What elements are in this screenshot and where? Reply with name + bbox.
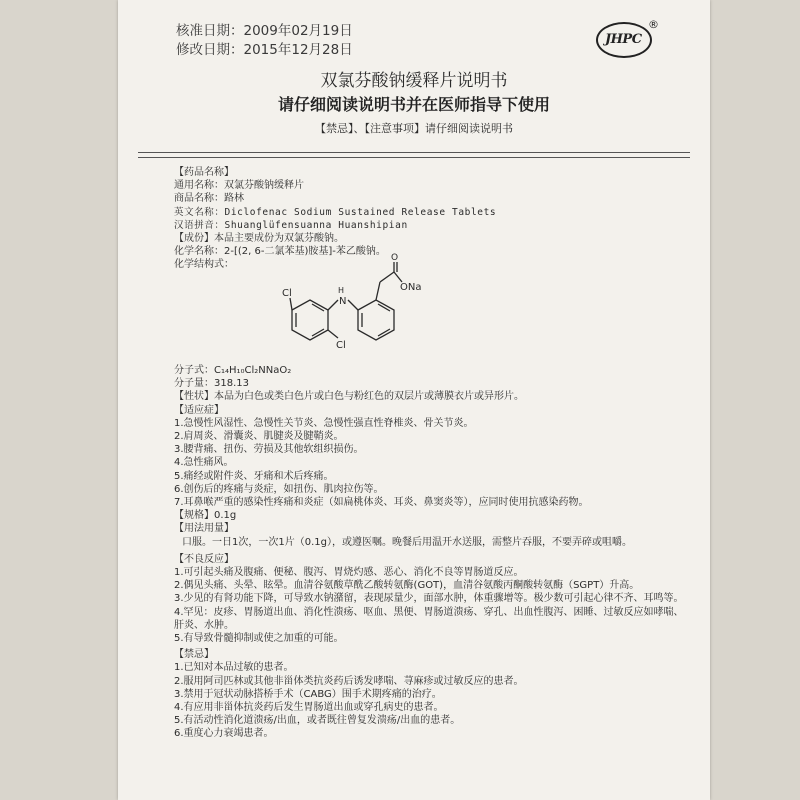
adverse-item: 2.偶见头痛、头晕、眩晕。血清谷氨酸草酰乙酸转氨酶(GOT)，血清谷氨酸丙酮酸转氨酶（SGPT）升高。 xyxy=(174,580,640,592)
indications-heading: 【适应症】 xyxy=(174,404,224,416)
nitrogen-label: N xyxy=(339,296,347,307)
adverse-item: 4.罕见：皮疹、胃肠道出血、消化性溃疡、呕血、黑便、胃肠道溃疡、穿孔、出血性腹泻、困睡、过敏反应如哮喘、肝炎、水肿。 xyxy=(174,606,684,631)
contraindication-item: 4.有应用非甾体抗炎药后发生胃肠道出血或穿孔病史的患者。 xyxy=(174,702,444,714)
indication-item: 2.肩周炎、滑囊炎、肌腱炎及腱鞘炎。 xyxy=(174,431,344,443)
pinyin-name: 汉语拼音：Shuanglüfensuanna Huanshipian xyxy=(174,219,408,231)
composition-heading: 【成份】本品主要成份为双氯芬酸钠。 xyxy=(174,233,344,245)
adverse-item: 1.可引起头痛及腹痛、便秘、腹泻、胃烧灼感、恶心、消化不良等胃肠道反应。 xyxy=(174,567,524,579)
generic-name: 通用名称：双氯芬酸钠缓释片 xyxy=(174,180,304,192)
chemical-structure xyxy=(262,253,432,360)
document-subtitle: 请仔细阅读说明书并在医师指导下使用 xyxy=(277,95,550,114)
document-title: 双氯芬酸钠缓释片说明书 xyxy=(320,71,508,91)
indication-item: 6.创伤后的疼痛与炎症，如扭伤、肌肉拉伤等。 xyxy=(174,483,384,495)
divider-top-2 xyxy=(138,157,690,158)
hydrogen-label: H xyxy=(338,286,345,295)
drug-name-section xyxy=(174,166,686,272)
dosage-text: 口服。一日1次，一次1片（0.1g），或遵医嘱。晚餐后用温开水送服，需整片吞服，不要弄碎或咀嚼。 xyxy=(182,536,632,548)
contraindication-item: 2.服用阿司匹林或其他非甾体类抗炎药后诱发哮喘、荨麻疹或过敏反应的患者。 xyxy=(174,675,524,687)
indication-item: 1.急慢性风湿性、急慢性关节炎、急慢性强直性脊椎炎、骨关节炎。 xyxy=(174,417,474,429)
structure-label: 化学结构式： xyxy=(174,259,234,271)
contraindication-item: 3.禁用于冠状动脉搭桥手术（CABG）围手术期疼痛的治疗。 xyxy=(174,688,442,700)
dosage-heading: 【用法用量】 xyxy=(174,523,234,535)
chlorine-label-bottom: Cl xyxy=(336,340,346,351)
contraindication-item: 6.重度心力衰竭患者。 xyxy=(174,728,274,740)
adverse-item: 5.有导致骨髓抑制或使之加重的可能。 xyxy=(174,633,344,645)
indication-item: 3.腰背痛、扭伤、劳损及其他软组织损伤。 xyxy=(174,444,364,456)
divider-top xyxy=(138,152,690,153)
main-body xyxy=(174,364,686,741)
chemical-name: 化学名称：2-[(2, 6-二氯苯基)胺基]-苯乙酸钠。 xyxy=(174,246,386,258)
indication-item: 4.急性痛风。 xyxy=(174,457,234,469)
revision-date: 修改日期：2015年12月28日 xyxy=(176,42,353,58)
registered-mark: ® xyxy=(648,18,659,31)
english-name: 英文名称：Diclofenac Sodium Sustained Release Tablets xyxy=(174,206,497,218)
warning-line: 【禁忌】、【注意事项】请仔细阅读说明书 xyxy=(315,122,513,135)
left-benzene-ring xyxy=(292,300,328,340)
date-block xyxy=(176,22,353,60)
properties-line: 【性状】本品为白色或类白色片或白色与粉红色的双层片或薄膜衣片或异形片。 xyxy=(174,391,524,403)
contraindications-heading: 【禁忌】 xyxy=(174,649,214,661)
adverse-heading: 【不良反应】 xyxy=(174,553,234,565)
indication-item: 5.痛经或附件炎、牙痛和术后疼痛。 xyxy=(174,470,334,482)
oxygen-label: O xyxy=(391,253,399,263)
section-heading-name: 【药品名称】 xyxy=(174,167,234,178)
chlorine-label-top: Cl xyxy=(282,288,292,299)
contraindication-item: 1.已知对本品过敏的患者。 xyxy=(174,662,294,674)
logo-text: JHPC xyxy=(605,32,642,47)
company-logo xyxy=(596,18,659,62)
indication-item: 7.耳鼻喉严重的感染性疼痛和炎症（如扁桃体炎、耳炎、鼻窦炎等），应同时使用抗感染药物。 xyxy=(174,497,589,509)
specification-line: 【规格】0.1g xyxy=(174,510,237,522)
molecular-formula: 分子式：C₁₄H₁₀Cl₂NNaO₂ xyxy=(174,365,292,376)
trade-name: 商品名称：路林 xyxy=(174,193,244,205)
right-benzene-ring xyxy=(358,300,394,340)
approval-date: 核准日期：2009年02月19日 xyxy=(176,23,353,39)
ona-label: ONa xyxy=(400,282,422,293)
adverse-item: 3.少见的有肾功能下降，可导致水钠潴留，表现尿量少，面部水肿，体重骤增等。极少数可引起心律不齐、耳鸣等。 xyxy=(174,593,684,605)
contraindication-item: 5.有活动性消化道溃疡/出血，或者既往曾复发溃疡/出血的患者。 xyxy=(174,715,461,727)
molecular-weight: 分子量：318.13 xyxy=(174,378,249,390)
